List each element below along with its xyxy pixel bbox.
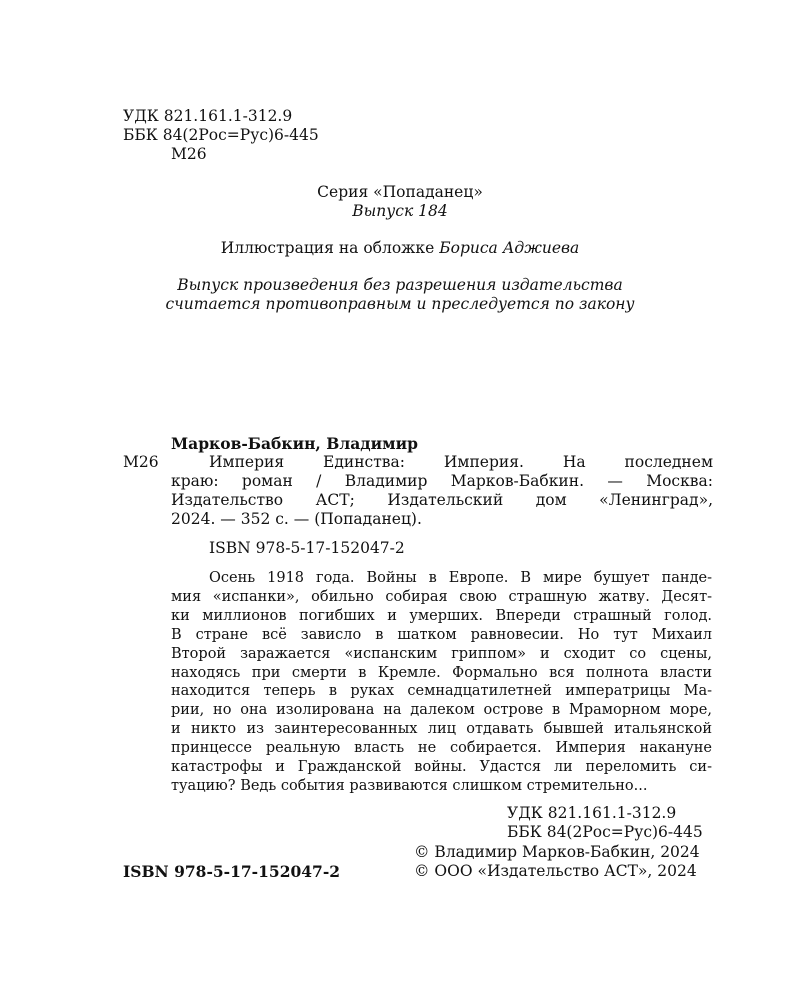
catalog-author: Марков-Бабкин, Владимир [171, 434, 418, 453]
illustration-artist: Бориса Аджиева [439, 239, 580, 257]
annotation-line: Осень 1918 года. Войны в Европе. В мире бушует панде- [209, 570, 712, 586]
catalog-entry-line: 2024. — 352 с. — (Попаданец). [171, 510, 422, 528]
catalog-entry-line: Империя Единства: Империя. На последнем [209, 453, 713, 471]
warning-line: считается противоправным и преследуется по закону [165, 295, 635, 313]
series-issue: Выпуск 184 [352, 202, 448, 220]
annotation [171, 569, 712, 796]
annotation-line: катастрофы и Гражданской войны. Удастся ли переломить си- [171, 759, 712, 776]
bbk-code: ББК 84(2Рос=Рус)6-445 [123, 126, 319, 144]
annotation-line: туацию? Ведь события развиваются слишком стремительно... [171, 777, 648, 794]
footer-isbn: ISBN 978-5-17-152047-2 [123, 862, 341, 881]
catalog-mark: М26 [123, 453, 159, 471]
bbk-code-repeat: ББК 84(2Рос=Рус)6-445 [507, 823, 703, 841]
warning-line: Выпуск произведения без разрешения издательства [177, 276, 623, 294]
copyright-publisher: © ООО «Издательство АСТ», 2024 [414, 862, 697, 880]
classification-block [123, 107, 319, 164]
copyright-author: © Владимир Марков-Бабкин, 2024 [414, 843, 700, 861]
udk-code: УДК 821.161.1-312.9 [123, 107, 293, 125]
annotation-line: принцессе реальную власть не собирается. Империя накануне [171, 740, 712, 757]
illustration-prefix: Иллюстрация на обложке [220, 239, 440, 257]
annotation-line: В стране всё зависло в шатком равновесии. Но тут Михаил [171, 626, 712, 643]
annotation-line: и никто из заинтересованных лиц отдавать бывшей итальянской [171, 721, 712, 738]
annotation-line: рии, но она изолирована на далеком острове в Мраморном море, [171, 702, 712, 719]
catalog-entry [123, 434, 713, 558]
annotation-line: мия «испанки», обильно собирая свою страшную жатву. Десят- [171, 588, 712, 605]
annotation-line: находится теперь в руках семнадцатилетней императрицы Ма- [171, 683, 712, 700]
annotation-line: ки миллионов погибших и умерших. Впереди страшный голод. [171, 607, 712, 624]
annotation-line: находясь при смерти в Кремле. Формально вся полнота власти [171, 664, 712, 681]
catalog-entry-line: краю: роман / Владимир Марков-Бабкин. — Москва: [171, 472, 713, 490]
series-name: Серия «Попаданец» [317, 183, 483, 201]
copyright-block [414, 843, 700, 881]
udk-code-repeat: УДК 821.161.1-312.9 [507, 804, 677, 822]
copyright-warning [0, 276, 800, 314]
catalog-isbn: ISBN 978-5-17-152047-2 [209, 539, 405, 557]
catalog-entry-line: Издательство АСТ; Издательский дом «Ленинград», [171, 491, 713, 509]
author-mark: М26 [171, 145, 207, 163]
annotation-line: Второй заражается «испанским гриппом» и сходит со сцены, [171, 645, 712, 662]
classification-repeat [507, 804, 703, 842]
series-block [0, 183, 800, 221]
illustration-credit [0, 239, 800, 258]
